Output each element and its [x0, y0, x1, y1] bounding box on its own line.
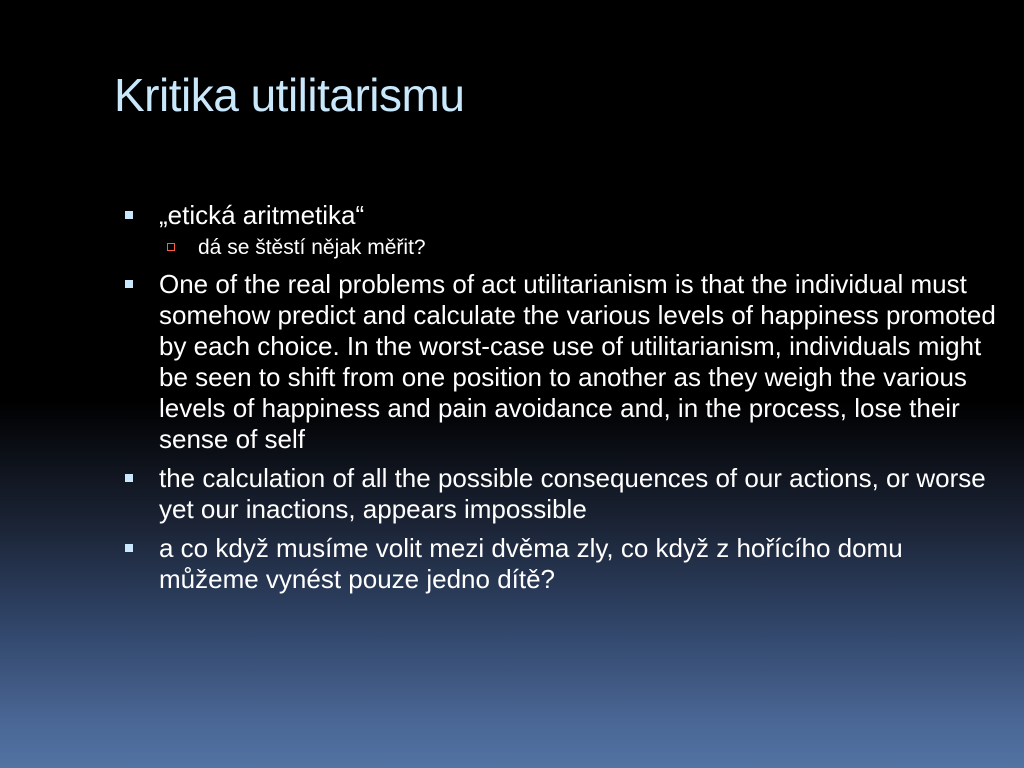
sub-bullet-item — [118, 234, 998, 261]
bullet-text: One of the real problems of act utilitarianism is that the individual must somehow predict and calculate the various levels of happiness promoted by each choice. In the worst-case use of utilitarianism, individuals might be seen to shift from one position to another as they weigh the various levels of happiness and pain avoidance and, in the process, lose their sense of self — [159, 269, 996, 454]
bullet-text: a co když musíme volit mezi dvěma zly, co když z hořícího domu můžeme vynést pouze jedno dítě? — [159, 533, 903, 594]
square-bullet-icon — [125, 280, 133, 288]
bullet-text: the calculation of all the possible consequences of our actions, or worse yet our inactions, appears impossible — [159, 463, 986, 524]
square-bullet-icon — [125, 474, 133, 482]
bullet-item — [118, 533, 998, 595]
square-bullet-icon — [125, 211, 133, 219]
bullet-item — [118, 269, 998, 455]
slide-title: Kritika utilitarismu — [114, 69, 465, 121]
bullet-text: „etická aritmetika“ — [159, 200, 365, 230]
hollow-square-bullet-icon — [167, 243, 175, 251]
bullet-list — [118, 200, 998, 595]
square-bullet-icon — [125, 544, 133, 552]
sub-bullet-text: dá se štěstí nějak měřit? — [198, 236, 426, 259]
bullet-item — [118, 200, 998, 231]
bullet-item — [118, 463, 998, 525]
